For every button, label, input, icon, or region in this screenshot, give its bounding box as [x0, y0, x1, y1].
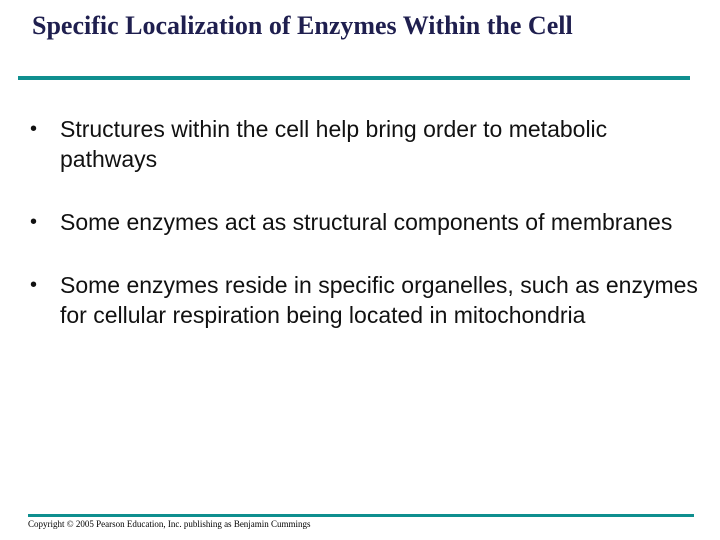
title-divider: [18, 76, 690, 80]
bullet-item: [30, 270, 700, 330]
bullet-icon: •: [30, 118, 38, 140]
bullet-text: Some enzymes reside in specific organelles, such as enzymes for cellular respiration being located in mitochondria: [60, 272, 698, 328]
bullet-text: Structures within the cell help bring order to metabolic pathways: [60, 116, 608, 172]
copyright-text: Copyright © 2005 Pearson Education, Inc. publishing as Benjamin Cummings: [28, 519, 311, 529]
footer-divider: [28, 514, 694, 517]
bullet-text: Some enzymes act as structural components of membranes: [60, 209, 673, 235]
bullet-item: [30, 114, 700, 174]
bullet-list: [30, 114, 700, 363]
bullet-item: [30, 207, 700, 237]
bullet-icon: •: [30, 211, 38, 233]
slide-title: Specific Localization of Enzymes Within the Cell: [32, 11, 573, 40]
bullet-icon: •: [30, 274, 38, 296]
